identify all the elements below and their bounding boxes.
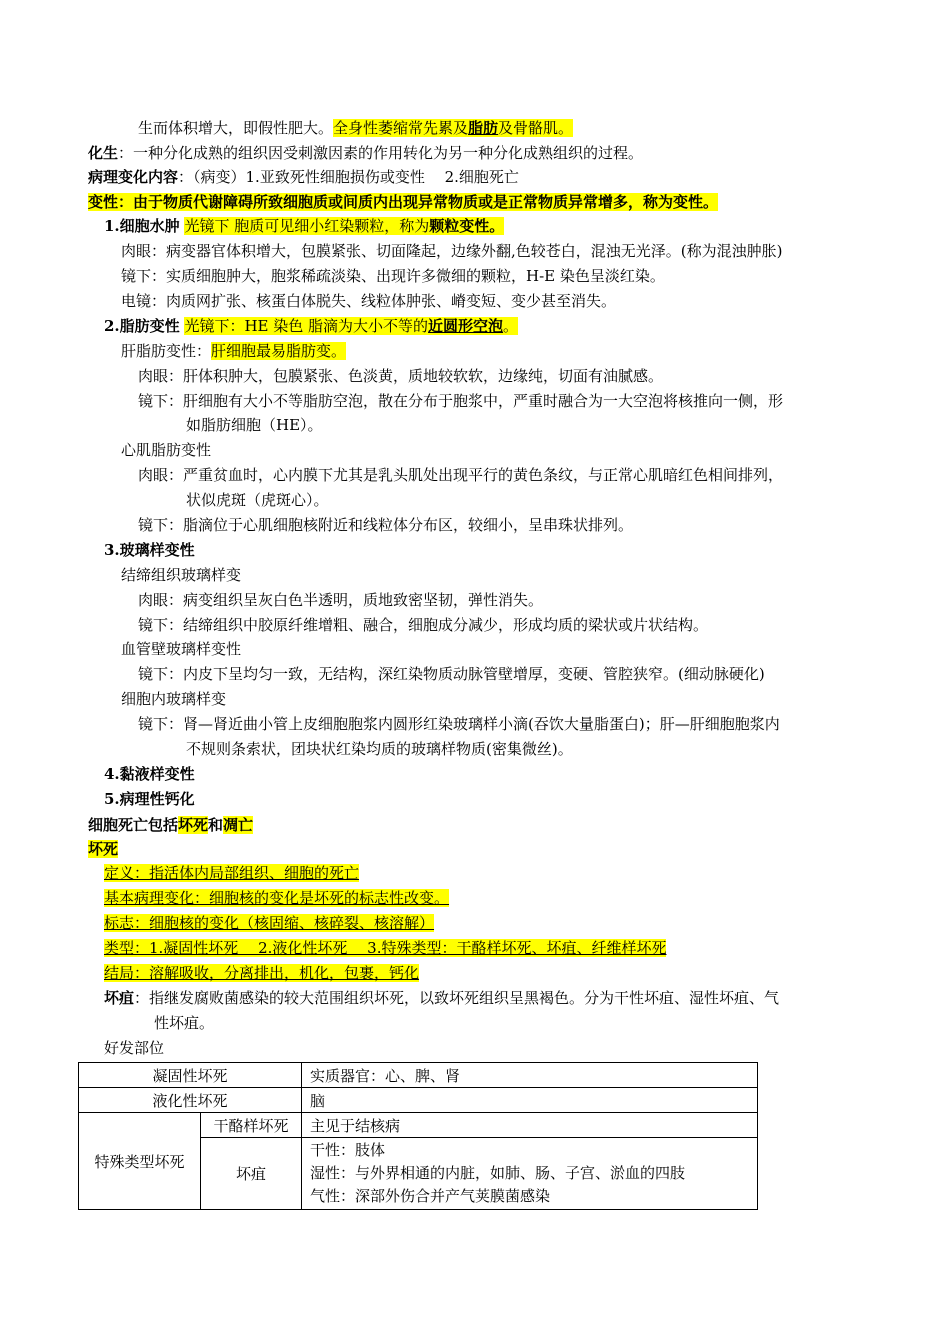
line-liver-micro: 镜下：肝细胞有大小不等脂肪空泡，散在分布于胞浆中，严重时融合为一大空泡将核推向一侧，形 <box>138 392 784 410</box>
line-intracellular-micro: 镜下：肾—肾近曲小管上皮细胞胞浆内圆形红染玻璃样小滴(吞饮大量脂蛋白)；肝—肝细胞胞浆内 <box>138 715 780 733</box>
heading-calcification: 5.病理性钙化 <box>104 790 195 808</box>
heading-necrosis: 坏死 <box>88 840 119 858</box>
line-necrosis-def: 定义：指活体内局部组织、细胞的死亡 <box>104 864 360 882</box>
table-cell: 干酪样坏死 <box>201 1113 302 1138</box>
line-liver-micro-cont: 如脂肪细胞（HE）。 <box>186 416 323 434</box>
table-cell: 液化性坏死 <box>79 1088 302 1113</box>
line-atrophy: 生而体积增大，即假性肥大。全身性萎缩常先累及脂肪及骨骼肌。 <box>138 119 574 137</box>
line-vascular-micro: 镜下：内皮下呈均匀一致，无结构，深红染物质动脉管壁增厚，变硬、管腔狭窄。(细动脉硬化) <box>138 665 765 683</box>
heading-cell-edema: 1.细胞水肿 光镜下 胞质可见细小红染颗粒，称为颗粒变性。 <box>104 217 505 235</box>
line-intracellular-micro-cont: 不规则条索状，团块状红染均质的玻璃样物质(密集微丝)。 <box>186 740 573 758</box>
gangrene-gas: 气性：深部外伤合并产气荚膜菌感染 <box>310 1187 551 1205</box>
line-liver-gross: 肉眼：肝体积肿大，包膜紧张、色淡黄，质地较软软，边缘纯，切面有油腻感。 <box>138 367 664 385</box>
table-cell: 坏疽 <box>201 1138 302 1210</box>
gangrene-wet: 湿性：与外界相通的内脏，如肺、肠、子宫、淤血的四肢 <box>310 1164 686 1182</box>
line-edema-micro: 镜下：实质细胞肿大，胞浆稀疏淡染、出现许多微细的颗粒，H-E 染色呈淡红染。 <box>121 267 665 285</box>
line-heart-gross: 肉眼：严重贫血时，心内膜下尤其是乳头肌处出现平行的黄色条纹，与正常心肌暗红色相间排列， <box>138 466 784 484</box>
line-gangrene: 坏疽：指继发腐败菌感染的较大范围组织坏死，以致坏死组织呈黑褐色。分为干性坏疽、湿性坏疽、气 <box>104 989 780 1007</box>
line-pathology-content: 病理变化内容：（病变）1.亚致死性细胞损伤或变性 2.细胞死亡 <box>88 168 519 186</box>
line-predilection-sites: 好发部位 <box>104 1039 165 1057</box>
line-degeneration-def: 变性：由于物质代谢障碍所致细胞质或间质内出现异常物质或是正常物质异常增多，称为变性。 <box>88 193 719 211</box>
table-row <box>79 1088 758 1113</box>
necrosis-sites-table <box>78 1062 758 1210</box>
heading-mucoid: 4.黏液样变性 <box>104 765 195 783</box>
line-gangrene-cont: 性坏疽。 <box>154 1014 215 1032</box>
line-heart-fatty: 心肌脂肪变性 <box>121 441 212 459</box>
line-heart-micro: 镜下：脂滴位于心肌细胞核附近和线粒体分布区，较细小，呈串珠状排列。 <box>138 516 634 534</box>
line-cell-death: 细胞死亡包括坏死和凋亡 <box>88 816 254 834</box>
line-necrosis-outcome: 结局：溶解吸收，分离排出，机化，包裹，钙化 <box>104 964 420 982</box>
line-intracellular-hyaline: 细胞内玻璃样变 <box>121 690 227 708</box>
table-row <box>79 1063 758 1088</box>
table-cell: 特殊类型坏死 <box>79 1113 201 1210</box>
table-cell: 实质器官：心、脾、肾 <box>302 1063 758 1088</box>
heading-hyaline: 3.玻璃样变性 <box>104 541 195 559</box>
table-cell: 主见于结核病 <box>302 1113 758 1138</box>
line-metaplasia: 化生：一种分化成熟的组织因受刺激因素的作用转化为另一种分化成熟组织的过程。 <box>88 144 644 162</box>
line-heart-gross-cont: 状似虎斑（虎斑心）。 <box>186 491 329 509</box>
table-cell: 脑 <box>302 1088 758 1113</box>
line-necrosis-mark: 标志：细胞核的变化（核固缩、核碎裂、核溶解） <box>104 914 435 932</box>
line-necrosis-basic: 基本病理变化：细胞核的变化是坏死的标志性改变。 <box>104 889 450 907</box>
heading-fatty-change: 2.脂肪变性 光镜下：HE 染色 脂滴为大小不等的近圆形空泡。 <box>104 317 519 335</box>
table-cell: 凝固性坏死 <box>79 1063 302 1088</box>
line-vascular-hyaline: 血管壁玻璃样变性 <box>121 640 242 658</box>
line-necrosis-types: 类型：1.凝固性坏死 2.液化性坏死 3.特殊类型：干酪样坏死、坏疽、纤维样坏死 <box>104 939 667 957</box>
line-liver-fatty: 肝脂肪变性：肝细胞最易脂肪变。 <box>121 342 347 360</box>
line-connective-gross: 肉眼：病变组织呈灰白色半透明，质地致密坚韧，弹性消失。 <box>138 591 544 609</box>
line-connective-micro: 镜下：结缔组织中胶原纤维增粗、融合，细胞成分减少，形成均质的梁状或片状结构。 <box>138 616 709 634</box>
line-connective-hyaline: 结缔组织玻璃样变 <box>121 566 242 584</box>
table-cell <box>302 1138 758 1210</box>
gangrene-dry: 干性：肢体 <box>310 1141 386 1159</box>
table-row <box>79 1113 758 1138</box>
line-edema-em: 电镜：肉质网扩张、核蛋白体脱失、线粒体肿张、嵴变短、变少甚至消失。 <box>121 292 617 310</box>
line-edema-gross: 肉眼：病变器官体积增大，包膜紧张、切面隆起，边缘外翻,色较苍白，混浊无光泽。(称为混浊肿胀) <box>121 242 783 260</box>
